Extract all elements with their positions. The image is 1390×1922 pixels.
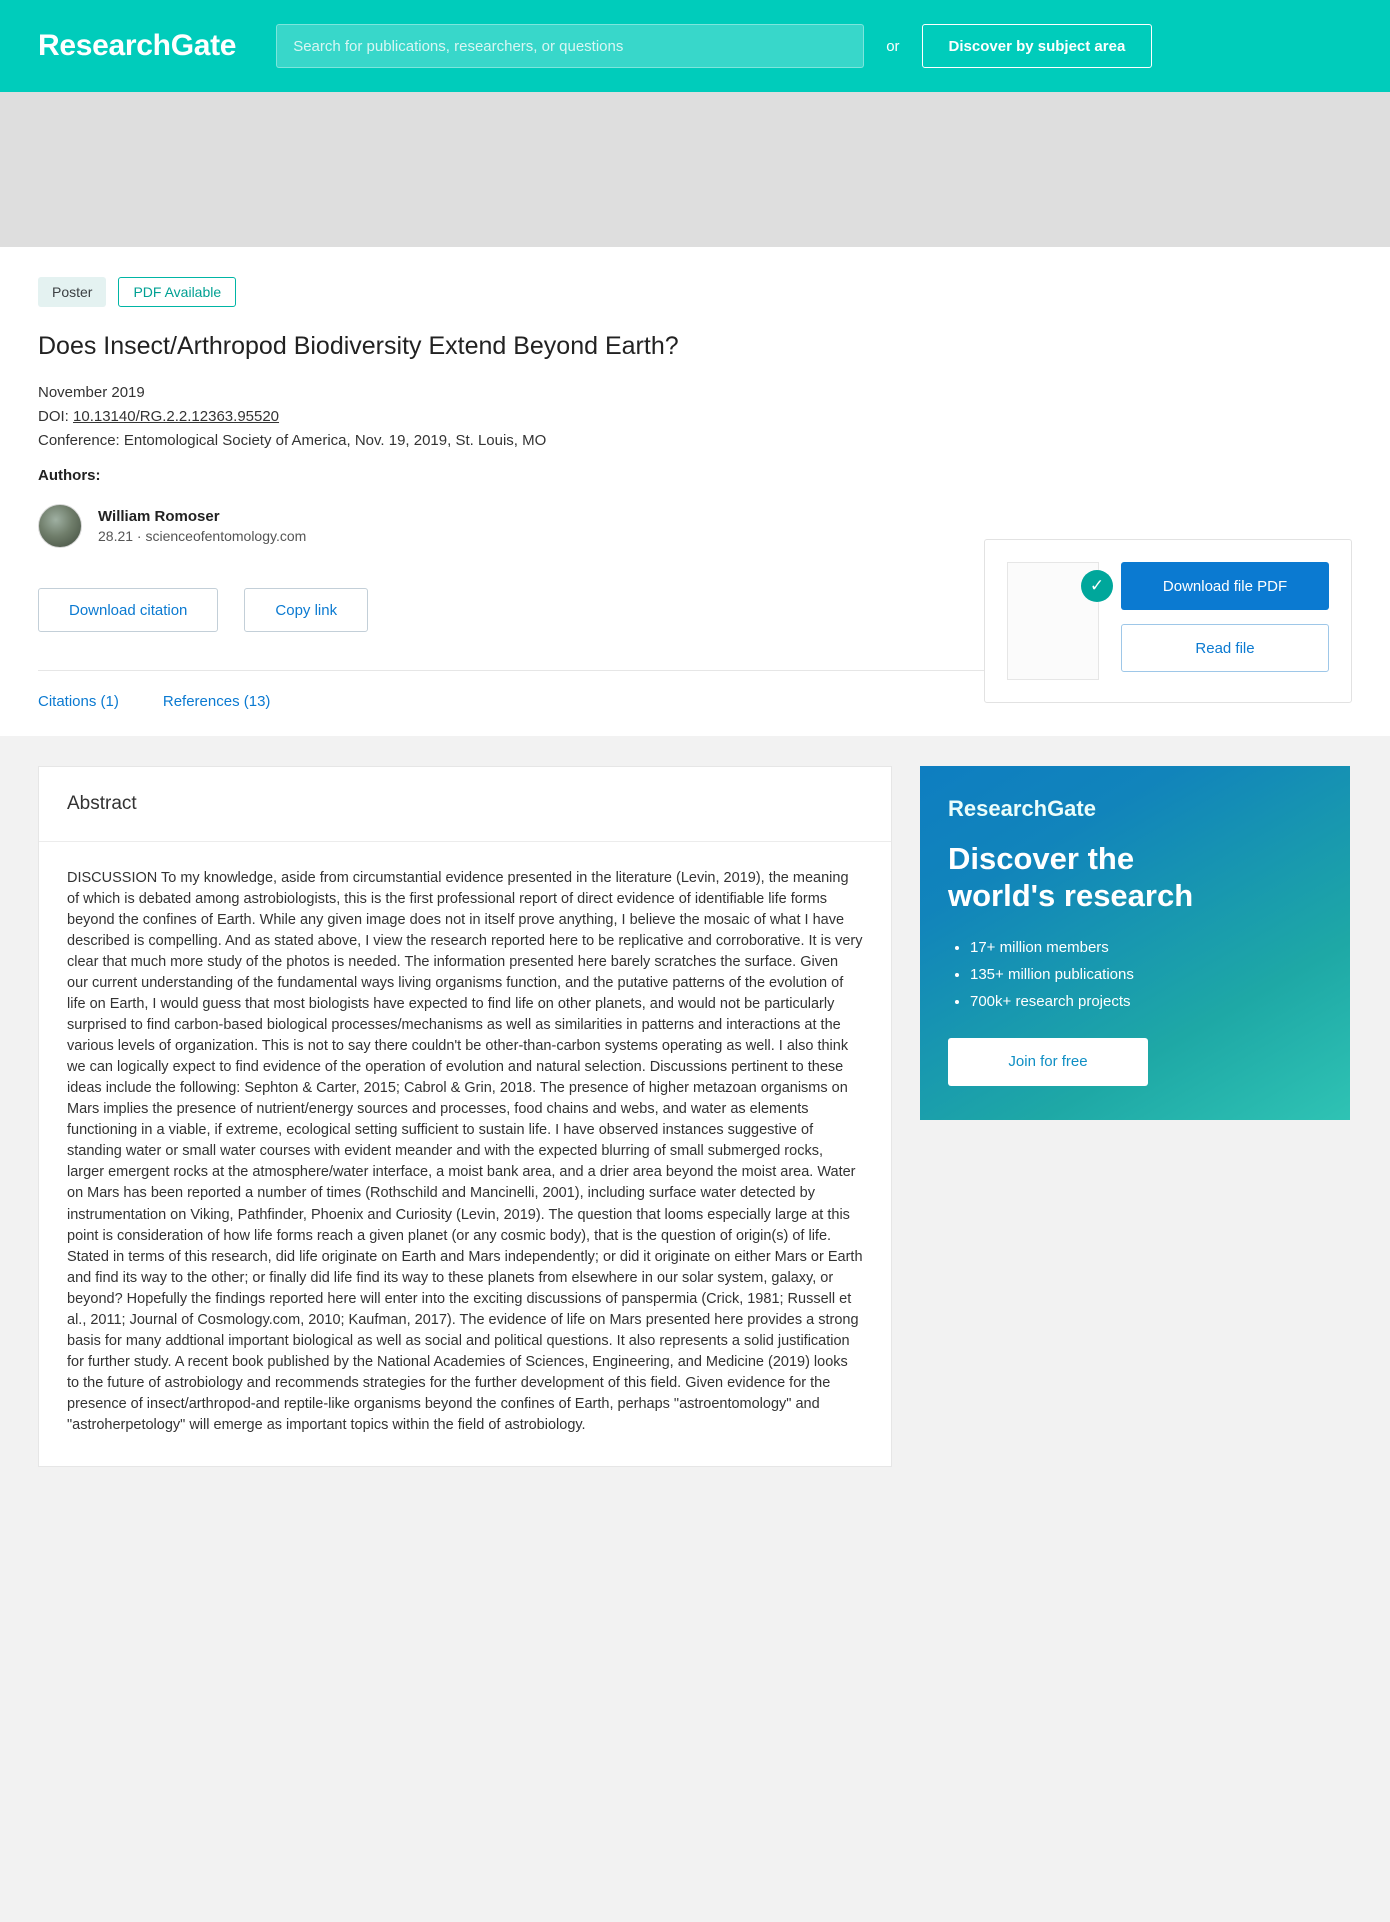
download-citation-button[interactable]: Download citation [38,588,218,632]
search-input[interactable] [291,25,849,67]
discover-by-subject-area-button[interactable]: Discover by subject area [922,24,1153,68]
author-name[interactable]: William Romoser [98,508,220,526]
publication-doi [38,408,1352,425]
tab-references[interactable]: References (13) [162,693,271,711]
doi-label: DOI: [38,408,74,426]
top-navigation-bar [0,0,1390,92]
list-item: • 17+ million members [970,939,1322,956]
file-download-panel [984,539,1352,703]
advertisement-placeholder [0,92,1390,247]
download-file-pdf-button[interactable]: Download file PDF [1121,562,1329,610]
abstract-heading: Abstract [39,767,891,842]
authors-label: Authors: [38,467,101,485]
list-item: • 135+ million publications [970,966,1322,983]
pdf-thumbnail-wrapper[interactable] [1007,562,1105,680]
content-area [0,736,1390,1506]
author-stats: 28.21 · scienceofentomology.com [98,528,307,545]
avatar [38,504,82,548]
publication-conference: Conference: Entomological Society of America, Nov. 19, 2019, St. Louis, MO [38,432,547,450]
researchgate-logo[interactable]: ResearchGate [38,29,237,62]
promo-headline [948,840,1322,914]
abstract-card [38,766,892,1466]
promo-headline-line1: Discover the [948,841,1135,877]
promo-researchgate-logo: ResearchGate [948,796,1096,822]
or-label: or [886,37,900,55]
abstract-text: DISCUSSION To my knowledge, aside from circumstantial evidence presented in the literature (Levin, 2019), the meaning of which is debated among astrobiologists, this is the first professional report of direct evidence of identifiable life forms beyond the confines of Earth. While any given image does not in itself prove anything, I believe the mosaic of what I have described is compelling. And as stated above, I view the research reported here to be replicative and corroborative. It is very clear that much more study of the photos is needed. The information presented here barely scratches the surface. Given our current understanding of the fundamental ways living organisms function, and the putative patterns of the evolution of life on Earth, I would guess that most biologists have expected to find life on other planets, and would not be particularly surprised to find carbon-based biological processes/mechanisms as well as similarities in patterns and interactions at the various levels of organization. This is not to say there couldn't be other-than-carbon systems operating as well. I also think we can logically expect to find evidence of the operation of evolution and natural selection. Discussions pertinent to these ideas include the following: Sephton & Carter, 2015; Cabrol & Grin, 2018. The presence of higher metazoan organisms on Mars implies the presence of nutrient/energy sources and processes, food chains and webs, and water as elements functioning in a viable, if extreme, ecological setting sufficient to sustain life. I have observed instances suggestive of standing water or small water courses with evident meander and with the expected blurring of small submerged rocks, larger emergent rocks at the atmosphere/water interface, a moist bank area, and a drier area beyond the moist area. Water on Mars has been reported a number of times (Rothschild and Mancinelli, 2001), including surface water detected by instrumentation on Viking, Pathfinder, Phoenix and Curiosity (Levin, 2019). The question that looms especially large at this point is consideration of how life forms reach a given planet (or any cosmic body), that is the question of origin(s) of life. Stated in terms of this research, did life originate on Earth and Mars independently; or did it originate on either Mars or Earth and find its way to the other; or finally did life find its way to these planets from elsewhere in our solar system, galaxy, or beyond? Hopefully the findings reported here will enter into the exciting discussions of panspermia (Crick, 1981; Russell et al., 2011; Journal of Cosmology.com, 2010; Kaufman, 2017). The evidence of life on Mars presented here provides a strong basis for many addtional important biological as well as social and political questions. It also represents a solid justification for further study. A recent book published by the National Academies of Sciences, Engineering, and Medicine (2019) looks to the future of astrobiology and recommends strategies for the further development of this field. Given evidence for the presence of insect/arthropod-and reptile-like organisms beyond the confines of Earth, perhaps "astroentomology" and "astroherpetology" will emerge as important topics within the field of astrobiology. [67,870,863,1433]
doi-link[interactable]: 10.13140/RG.2.2.12363.95520 [73,408,280,426]
publication-date: November 2019 [38,384,145,402]
publication-badges [38,277,1352,307]
promo-headline-line2: world's research [948,878,1194,914]
copy-link-button[interactable]: Copy link [244,588,368,632]
join-for-free-button[interactable]: Join for free [948,1038,1148,1086]
promo-stats-list [948,939,1322,1010]
publication-header-card [0,247,1390,736]
read-file-button[interactable]: Read file [1121,624,1329,672]
list-item: • 700k+ research projects [970,993,1322,1010]
tab-citations[interactable]: Citations (1) [38,693,119,711]
pdf-available-badge: PDF Available [118,277,236,307]
publication-type-badge: Poster [38,277,106,307]
search-input-wrapper[interactable] [276,24,864,68]
page-title: Does Insect/Arthropod Biodiversity Extend Beyond Earth? [38,332,679,360]
discover-research-promo [920,766,1350,1119]
check-circle-icon: ✓ [1081,570,1113,602]
